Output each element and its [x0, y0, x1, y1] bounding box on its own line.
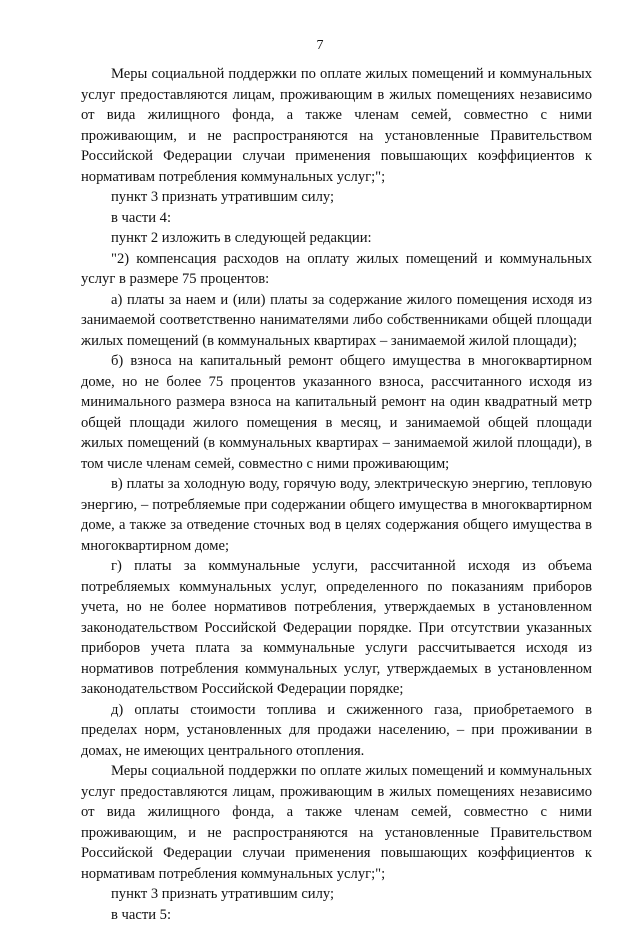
paragraph: пункт 2 изложить в следующей редакции: — [81, 228, 592, 249]
paragraph: д) оплаты стоимости топлива и сжиженного газа, приобретаемого в пределах норм, установленных для продажи населению, – при проживании в домах, не имеющих центрального отопления. — [81, 700, 592, 762]
paragraph: пункт 3 признать утратившим силу; — [81, 187, 592, 208]
paragraph: Меры социальной поддержки по оплате жилых помещений и коммунальных услуг предоставляются лицам, проживающим в жилых помещениях независимо от вида жилищного фонда, а также членам семей, совместно с ними проживающим, и не распространяются на установленные Правительством Российской Федерации случаи применения повышающих коэффициентов к нормативам потребления коммунальных услуг;"; — [81, 64, 592, 187]
paragraph: г) платы за коммунальные услуги, рассчитанной исходя из объема потребляемых коммунальных услуг, определенного по показаниям приборов учета, но не более нормативов потребления, утверждаемых в установленном законодательством Российской Федерации порядке. При отсутствии указанных приборов учета плата за коммунальные услуги рассчитывается исходя из нормативов потребления коммунальных услуг, утверждаемых в установленном законодательством Российской Федерации порядке; — [81, 556, 592, 700]
paragraph: пункт 3 признать утратившим силу; — [81, 884, 592, 905]
paragraph: в части 4: — [81, 208, 592, 229]
paragraph: а) платы за наем и (или) платы за содержание жилого помещения исходя из занимаемой соответственно нанимателями либо собственниками общей площади жилых помещений (в коммунальных квартирах – занимаемой жилой площади); — [81, 290, 592, 352]
document-body — [81, 64, 592, 925]
paragraph: Меры социальной поддержки по оплате жилых помещений и коммунальных услуг предоставляются лицам, проживающим в жилых помещениях независимо от вида жилищного фонда, а также членам семей, совместно с ними проживающим, и не распространяются на установленные Правительством Российской Федерации случаи применения повышающих коэффициентов к нормативам потребления коммунальных услуг;"; — [81, 761, 592, 884]
paragraph: в части 5: — [81, 905, 592, 925]
paragraph: б) взноса на капитальный ремонт общего имущества в многоквартирном доме, но не более 75 процентов указанного взноса, рассчитанного исходя из минимального размера взноса на капитальный ремонт на один квадратный метр общей площади жилого помещения в месяц, и занимаемой общей площади жилых помещений (в коммунальных квартирах – занимаемой жилой площади), в том числе членам семей, совместно с ними проживающим; — [81, 351, 592, 474]
page-number: 7 — [0, 38, 640, 54]
paragraph: в) платы за холодную воду, горячую воду, электрическую энергию, тепловую энергию, – потребляемые при содержании общего имущества в многоквартирном доме, а также за отведение сточных вод в целях содержания общего имущества в многоквартирном доме; — [81, 474, 592, 556]
paragraph: "2) компенсация расходов на оплату жилых помещений и коммунальных услуг в размере 75 процентов: — [81, 249, 592, 290]
